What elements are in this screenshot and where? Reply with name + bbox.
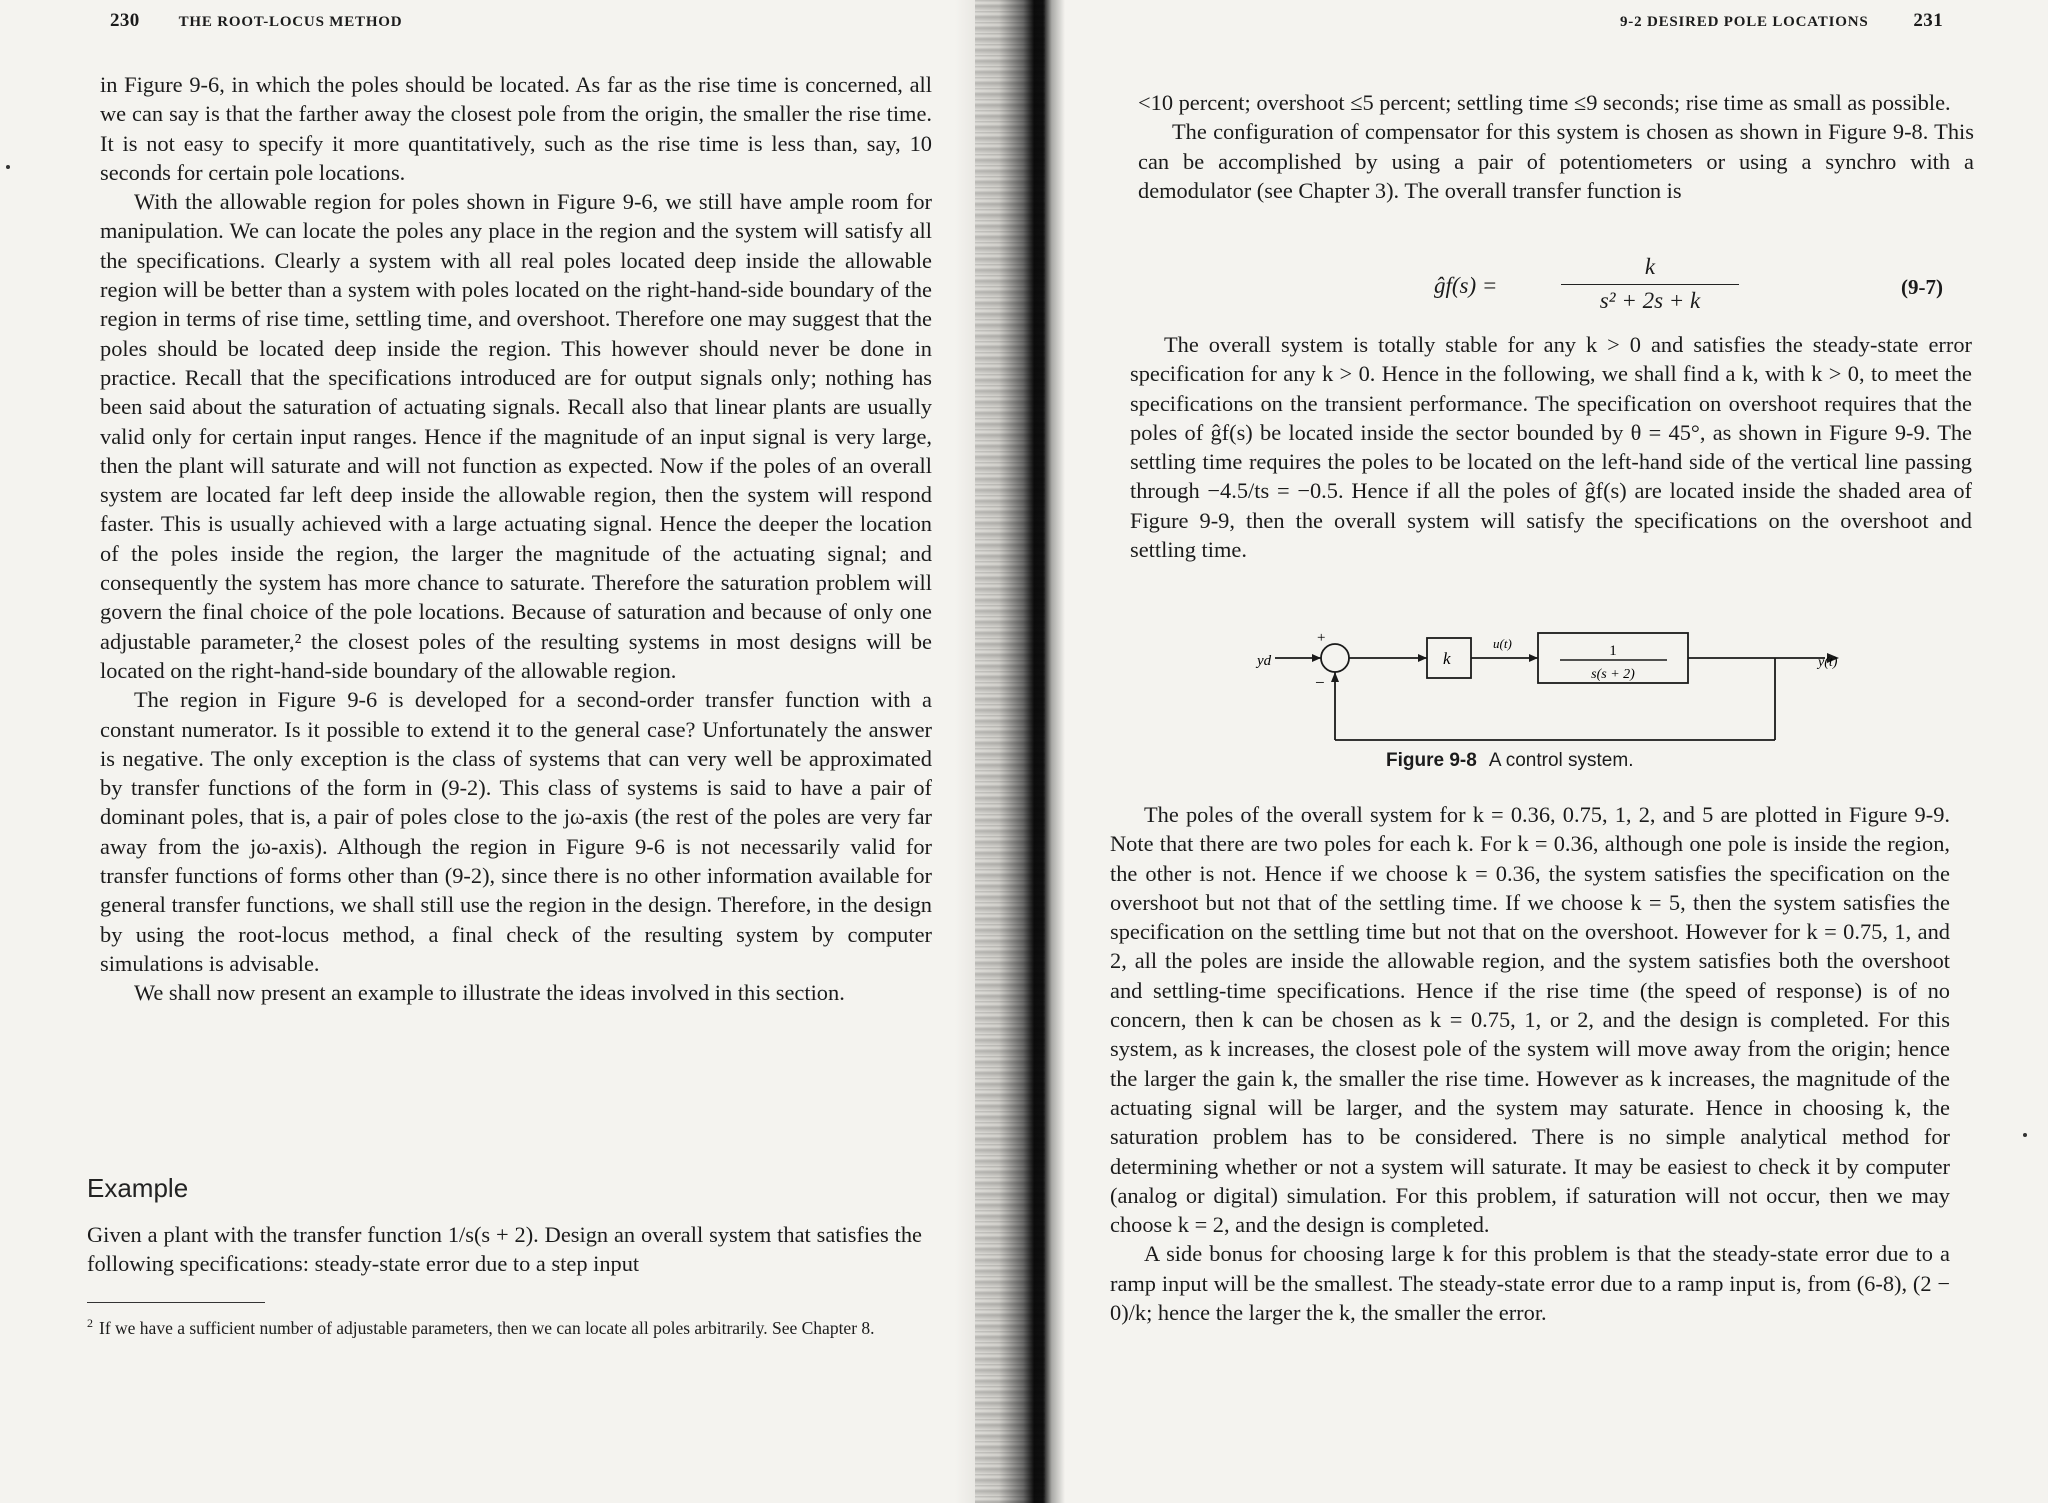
footnote: [87, 1310, 922, 1341]
output-label: y(t): [1818, 655, 1838, 670]
right-body-text-bottom: [1110, 800, 1950, 1327]
scan-speck: [6, 165, 10, 169]
input-label: yd: [1257, 653, 1272, 669]
footnote-rule: [87, 1302, 265, 1303]
control-arrowhead: [1529, 654, 1538, 662]
left-running-head: [110, 10, 402, 32]
right-page-number: 231: [1913, 10, 1944, 31]
equation-fraction: [1555, 252, 1745, 315]
gain-label: k: [1443, 649, 1451, 668]
figure-caption-text: A control system.: [1488, 750, 1634, 771]
paragraph: The poles of the overall system for k = 0.36, 0.75, 1, 2, and 5 are plotted in Figure 9-9. Note that there are two poles for each k. For k = 0.36, although one pole is inside the region, the other is not. Hence if we choose k = 0.36, the system satisfies the specification on the overshoot but not that of the settling time. If we choose k = 5, then the system satisfies the specification on the settling time but not that on the overshoot. However for k = 0.75, 1, and 2, all the poles are inside the allowable region, and the system satisfies both the overshoot and settling-time specifications. Hence if the rise time (the speed of response) is of no concern, then k can be chosen as k = 0.75, 1, or 2, and the design is completed. For this system, as k increases, the closest pole of the system will move away from the origin; hence the larger the gain k, the smaller the rise time. However as k increases, the magnitude of the actuating signal will be larger, and the system may saturate. Hence in choosing k, the saturation problem has to be considered. There is no simple analytical method for determining whether or not a system will saturate. It may be easiest to check it by computer (analog or digital) simulation. For this problem, if saturation will not occur, then we may choose k = 2, and the design is completed.: [1110, 802, 1950, 1238]
fraction-bar: [1561, 284, 1739, 285]
left-body-text: [100, 70, 932, 1008]
input-arrowhead: [1312, 654, 1321, 662]
equation-9-7: [1420, 252, 1820, 322]
right-body-text-middle: [1130, 330, 1972, 564]
footnote-mark: 2: [87, 1316, 93, 1330]
plant-denominator: s(s + 2): [1591, 667, 1635, 682]
right-running-head: [1620, 10, 1943, 32]
paragraph: With the allowable region for poles shown in Figure 9-6, we still have ample room for manipulation. We can locate the poles any place in the region and the system will satisfy all the specifications. Clearly a system with all real poles located deep inside the allowable region will be better than a system with poles located on the right-hand-side boundary of the region in terms of rise time, settling time, and overshoot. Therefore one may suggest that the poles should be located deep inside the region. This however should never be done in practice. Recall that the specifications introduced are for output signals only; nothing has been said about the saturation of actuating signals. Recall also that linear plants are usually valid only for certain input ranges. Hence if the magnitude of an input signal is very large, then the plant will saturate and will not function as expected. Now if the poles of an overall system are located far left deep inside the allowable region, then the system will respond faster. This is usually achieved with a large actuating signal. Hence the deeper the location of the poles inside the region, the larger the magnitude of the actuating signal; and consequently the system has more chance to saturate. Therefore the saturation problem will govern the final choice of the pole locations. Because of saturation and because of only one adjustable parameter,² the closest poles of the resulting systems in most designs will be located on the right-hand-side boundary of the allowable region.: [100, 189, 932, 683]
paragraph: The region in Figure 9-6 is developed for a second-order transfer function with a constant numerator. Is it possible to extend it to the general case? Unfortunately the answer is negative. The only exception is the class of systems that can very well be approximated by transfer functions of the form in (9-2). This class of systems is said to have a pair of dominant poles, that is, a pair of poles close to the jω-axis (the rest of the poles are very far away from the jω-axis). Although the region in Figure 9-6 is not necessarily valid for transfer functions of forms other than (9-2), since there is no other information available for general transfer functions, we shall still use the region in the design. Therefore, in the design by using the root-locus method, a final check of the resulting system by computer simulations is advisable.: [100, 687, 932, 976]
right-section-title: 9-2 DESIRED POLE LOCATIONS: [1620, 14, 1869, 30]
summing-junction: [1321, 644, 1349, 672]
footnote-text: If we have a sufficient number of adjustable parameters, then we can locate all poles arbitrarily. See Chapter 8.: [99, 1317, 875, 1338]
feedback-arrowhead: [1331, 672, 1339, 682]
equation-denominator: s² + 2s + k: [1599, 288, 1701, 313]
equation-lhs: ĝf(s) =: [1434, 273, 1498, 298]
paragraph: The configuration of compensator for this system is chosen as shown in Figure 9-8. This can be accomplished by using a pair of potentiometers or using a synchro with a demodulator (see Chapter 3). The overall transfer function is: [1138, 119, 1974, 203]
figure-caption: [1386, 750, 1633, 772]
left-page: [0, 0, 1010, 1503]
block-diagram-svg: [1255, 618, 1855, 753]
figure-caption-label: Figure 9-8: [1386, 750, 1477, 771]
right-body-text-top: [1138, 88, 1974, 205]
plant-numerator: 1: [1609, 643, 1617, 659]
left-chapter-title: THE ROOT-LOCUS METHOD: [178, 14, 403, 30]
equation-numerator: k: [1644, 254, 1656, 279]
equation-number: (9-7): [1901, 275, 1943, 299]
figure-9-8-block-diagram: [1255, 618, 1855, 753]
left-page-number: 230: [110, 10, 140, 31]
paragraph: A side bonus for choosing large k for this problem is that the steady-state error due to a ramp input will be the smallest. The steady-state error due to a ramp input is, from (6-8), (2 − 0)/k; hence the larger the k, the smaller the error.: [1110, 1241, 1950, 1326]
paragraph: <10 percent; overshoot ≤5 percent; settling time ≤9 seconds; rise time as small as possible.: [1138, 90, 1951, 115]
paragraph: in Figure 9-6, in which the poles should be located. As far as the rise time is concerned, all we can say is that the farther away the closest pole from the origin, the smaller the rise time. It is not easy to specify it more quantitatively, such as the rise time is less than, say, 10 seconds for certain pole locations.: [100, 72, 932, 185]
scan-speck: [2023, 1133, 2027, 1137]
paragraph: The overall system is totally stable for any k > 0 and satisfies the steady-state error specification for any k > 0. Hence in the following, we shall find a k, with k > 0, to meet the specifications on the transient performance. The specification on overshoot requires that the poles of ĝf(s) be located inside the sector bounded by θ = 45°, as shown in Figure 9-9. The settling time requires the poles to be located on the left-hand side of the vertical line passing through −4.5/ts = −0.5. Hence if all the poles of ĝf(s) are located inside the shaded area of Figure 9-9, then the overall system will satisfy the specifications on the overshoot and settling time.: [1130, 332, 1972, 563]
example-heading: Example: [87, 1173, 189, 1203]
error-arrowhead: [1418, 654, 1427, 662]
plus-sign: +: [1317, 630, 1326, 646]
paragraph: Given a plant with the transfer function 1/s(s + 2). Design an overall system that satisfies the following specifications: steady-state error due to a step input: [87, 1222, 922, 1277]
example-text: [87, 1220, 922, 1279]
minus-sign: −: [1315, 673, 1325, 692]
control-signal-label: u(t): [1493, 636, 1512, 651]
paragraph: We shall now present an example to illustrate the ideas involved in this section.: [134, 980, 845, 1006]
